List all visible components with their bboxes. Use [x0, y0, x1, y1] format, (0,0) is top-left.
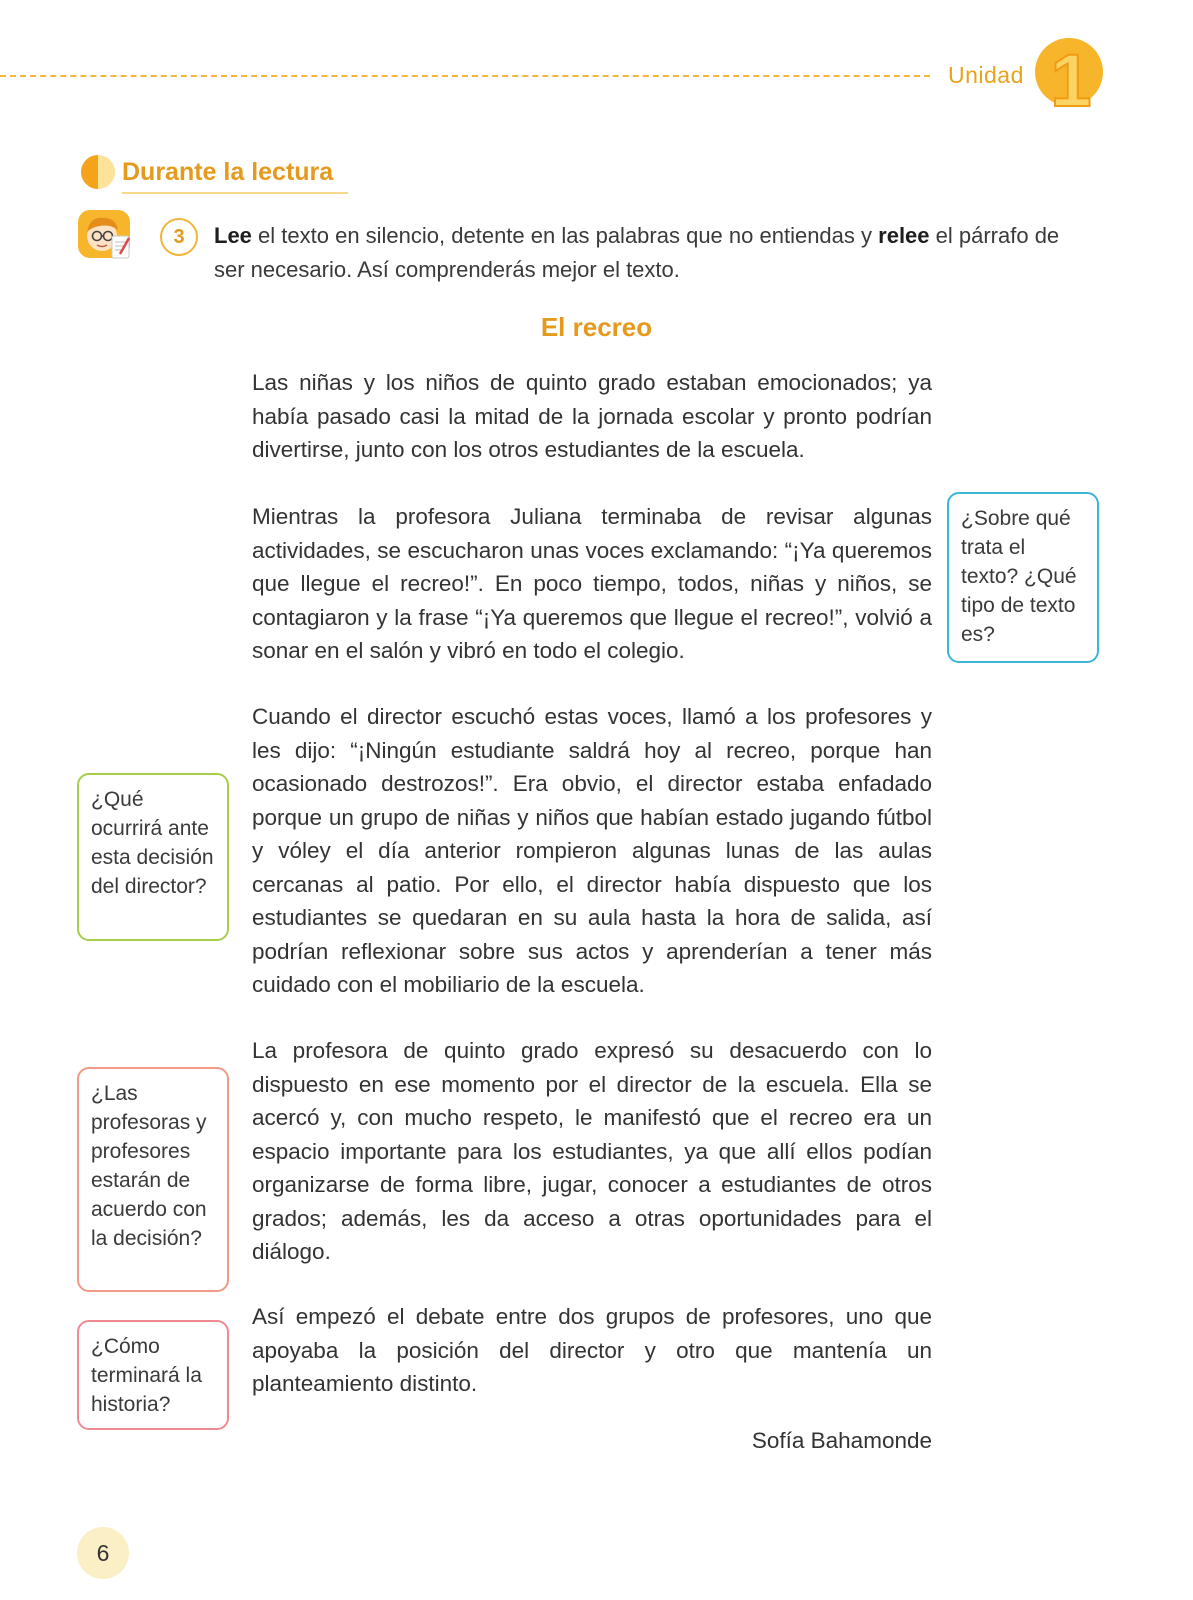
story-title-row	[0, 312, 1193, 343]
activity-number: 3	[160, 218, 198, 256]
story-paragraph-1: Las niñas y los niños de quinto grado estaban emocionados; ya había pasado casi la mitad de la jornada escolar y pronto podrían divertirse, junto con los otros estudiantes de la escuela.	[252, 370, 932, 462]
header-dashed-line	[0, 75, 930, 77]
instruction-bold-relee: relee	[878, 223, 930, 248]
story-paragraph-5: Así empezó el debate entre dos grupos de profesores, uno que apoyaba la posición del director y otro que mantenía un planteamiento distinto.	[252, 1304, 932, 1396]
story-author: Sofía Bahamonde	[751, 1428, 932, 1453]
unit-number-badge	[1033, 36, 1105, 124]
reading-child-icon	[76, 208, 134, 262]
section-heading	[76, 148, 356, 198]
instruction-bold-lee: Lee	[214, 223, 252, 248]
section-underline	[122, 192, 348, 194]
instruction-text-1: el texto en silencio, detente en las palabras que no entiendas y	[251, 223, 879, 248]
question-box-teachers: ¿Las profesoras y profesores estarán de acuerdo con la decisión?	[77, 1067, 229, 1292]
question-box-decision: ¿Qué ocurrirá ante esta decisión del director?	[77, 773, 229, 941]
page-number: 6	[77, 1527, 129, 1579]
unit-number: 1	[1050, 39, 1092, 122]
story-paragraph-2: Mientras la profesora Juliana terminaba de revisar algunas actividades, se escucharon unas voces exclamando: “¡Ya queremos que llegue el recreo!”. En poco tiempo, todos, niñas y niños, se contagiaron y la frase “¡Ya queremos que llegue el recreo!”, volvió a sonar en el salón y vibró en todo el colegio.	[252, 504, 932, 663]
story-paragraph-4: La profesora de quinto grado expresó su desacuerdo con lo dispuesto en ese momento por el director de la escuela. Ella se acercó y, con mucho respeto, le manifestó que el recreo era un espacio importante para los estudiantes, ya que allí ellos podían organizarse de forma libre, jugar, conocer a estudiantes de otros grados; además, les da acceso a otras oportunidades para el diálogo.	[252, 1038, 932, 1264]
story-paragraph-3: Cuando el director escuchó estas voces, llamó a los profesores y les dijo: “¡Ningún estudiante saldrá hoy al recreo, porque han ocasionado destrozos!”. Era obvio, el director estaba enfadado porque un grupo de niñas y niños que habían estado jugando fútbol y vóley el día anterior rompieron algunas lunas de las aulas cercanas al patio. Por ello, el director había dispuesto que los estudiantes se quedaran en su aula hasta la hora de salida, así podrían reflexionar sobre sus actos y aprenderían a tener más cuidado con el mobiliario de la escuela.	[252, 704, 932, 997]
half-circle-marker-icon	[76, 152, 116, 192]
unit-label: Unidad	[948, 62, 1024, 88]
story-title: El recreo	[540, 312, 653, 342]
question-box-ending: ¿Cómo terminará la historia?	[77, 1320, 229, 1430]
instruction-text-2: el párrafo de ser necesario. Así comprenderás mejor el texto.	[214, 223, 1060, 282]
activity-instruction	[214, 219, 1069, 287]
section-title: Durante la lectura	[122, 158, 334, 186]
question-box-topic: ¿Sobre qué trata el texto? ¿Qué tipo de texto es?	[947, 492, 1099, 663]
